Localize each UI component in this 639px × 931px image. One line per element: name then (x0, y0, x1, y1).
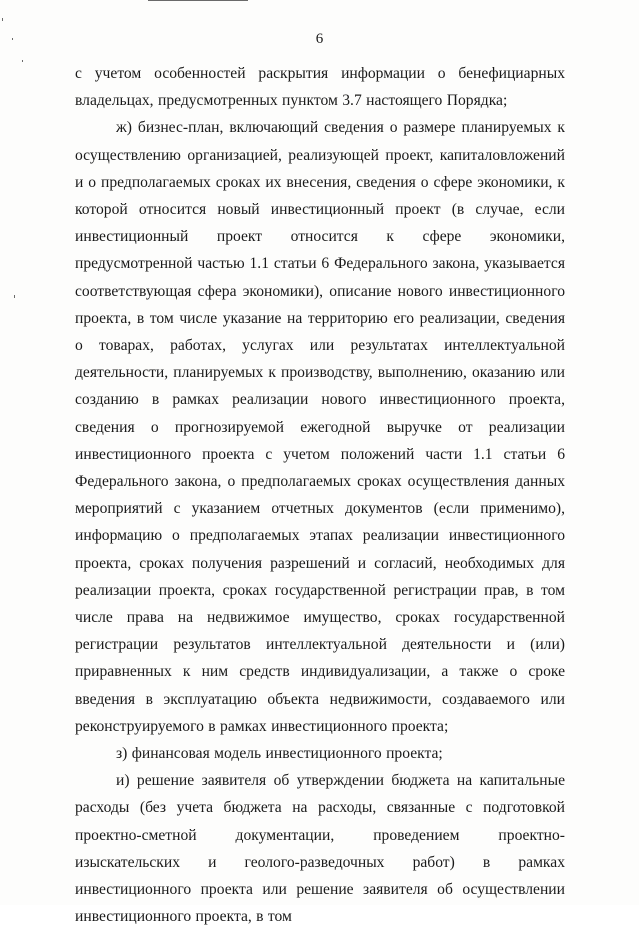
scan-artifact-left-3 (22, 60, 23, 62)
paragraph-item-i: и) решение заявителя об утверждении бюджета на капитальные расходы (без учета бюджета на расходы, связанные с подготовкой проектно-сметной документации, проведением проектно-изыскательских и геолого-разведочных работ) в рамках инвестиционного проекта или решение заявителя об осуществлении инвестиционного проекта, в том (75, 772, 565, 926)
scan-artifact-left-1 (2, 18, 3, 21)
document-body (75, 60, 565, 931)
scan-artifact-top (148, 0, 248, 1)
page-number: 6 (315, 31, 324, 47)
paragraph-continuation: с учетом особенностей раскрытия информации о бенефициарных владельцах, предусмотренных пунктом 3.7 настоящего Порядка; (75, 65, 565, 110)
paragraph-item-zh: ж) бизнес-план, включающий сведения о размере планируемых к осуществлению организацией, реализующей проект, капиталовложений и о предполагаемых сроках их внесения, сведения о сфере экономики, к которой относится новый инвестиционный проект (в случае, если инвестиционный проект относится к сфере экономики, предусмотренной частью 1.1 статьи 6 Федерального закона, указывается соответствующая сфера экономики), описание нового инвестиционного проекта, в том числе указание на территорию его реализации, сведения о товарах, работах, услугах или результатах интеллектуальной деятельности, планируемых к производству, выполнению, оказанию или созданию в рамках реализации нового инвестиционного проекта, сведения о прогнозируемой ежегодной выручке от реализации инвестиционного проекта с учетом положений части 1.1 статьи 6 Федерального закона, о предполагаемых сроках осуществления данных мероприятий с указанием отчетных документов (если применимо), информацию о предполагаемых этапах реализации инвестиционного проекта, сроках получения разрешений и согласий, необходимых для реализации проекта, сроках государственной регистрации прав, в том числе права на недвижимое имущество, сроках государственной регистрации результатов интеллектуальной деятельности и (или) приравненных к ним средств индивидуализации, а также о сроке введения в эксплуатацию объекта недвижимости, создаваемого или реконструируемого в рамках инвестиционного проекта; (75, 119, 565, 735)
paragraph-item-z: з) финансовая модель инвестиционного проекта; (116, 745, 443, 763)
scan-artifact-left-4 (14, 295, 15, 298)
